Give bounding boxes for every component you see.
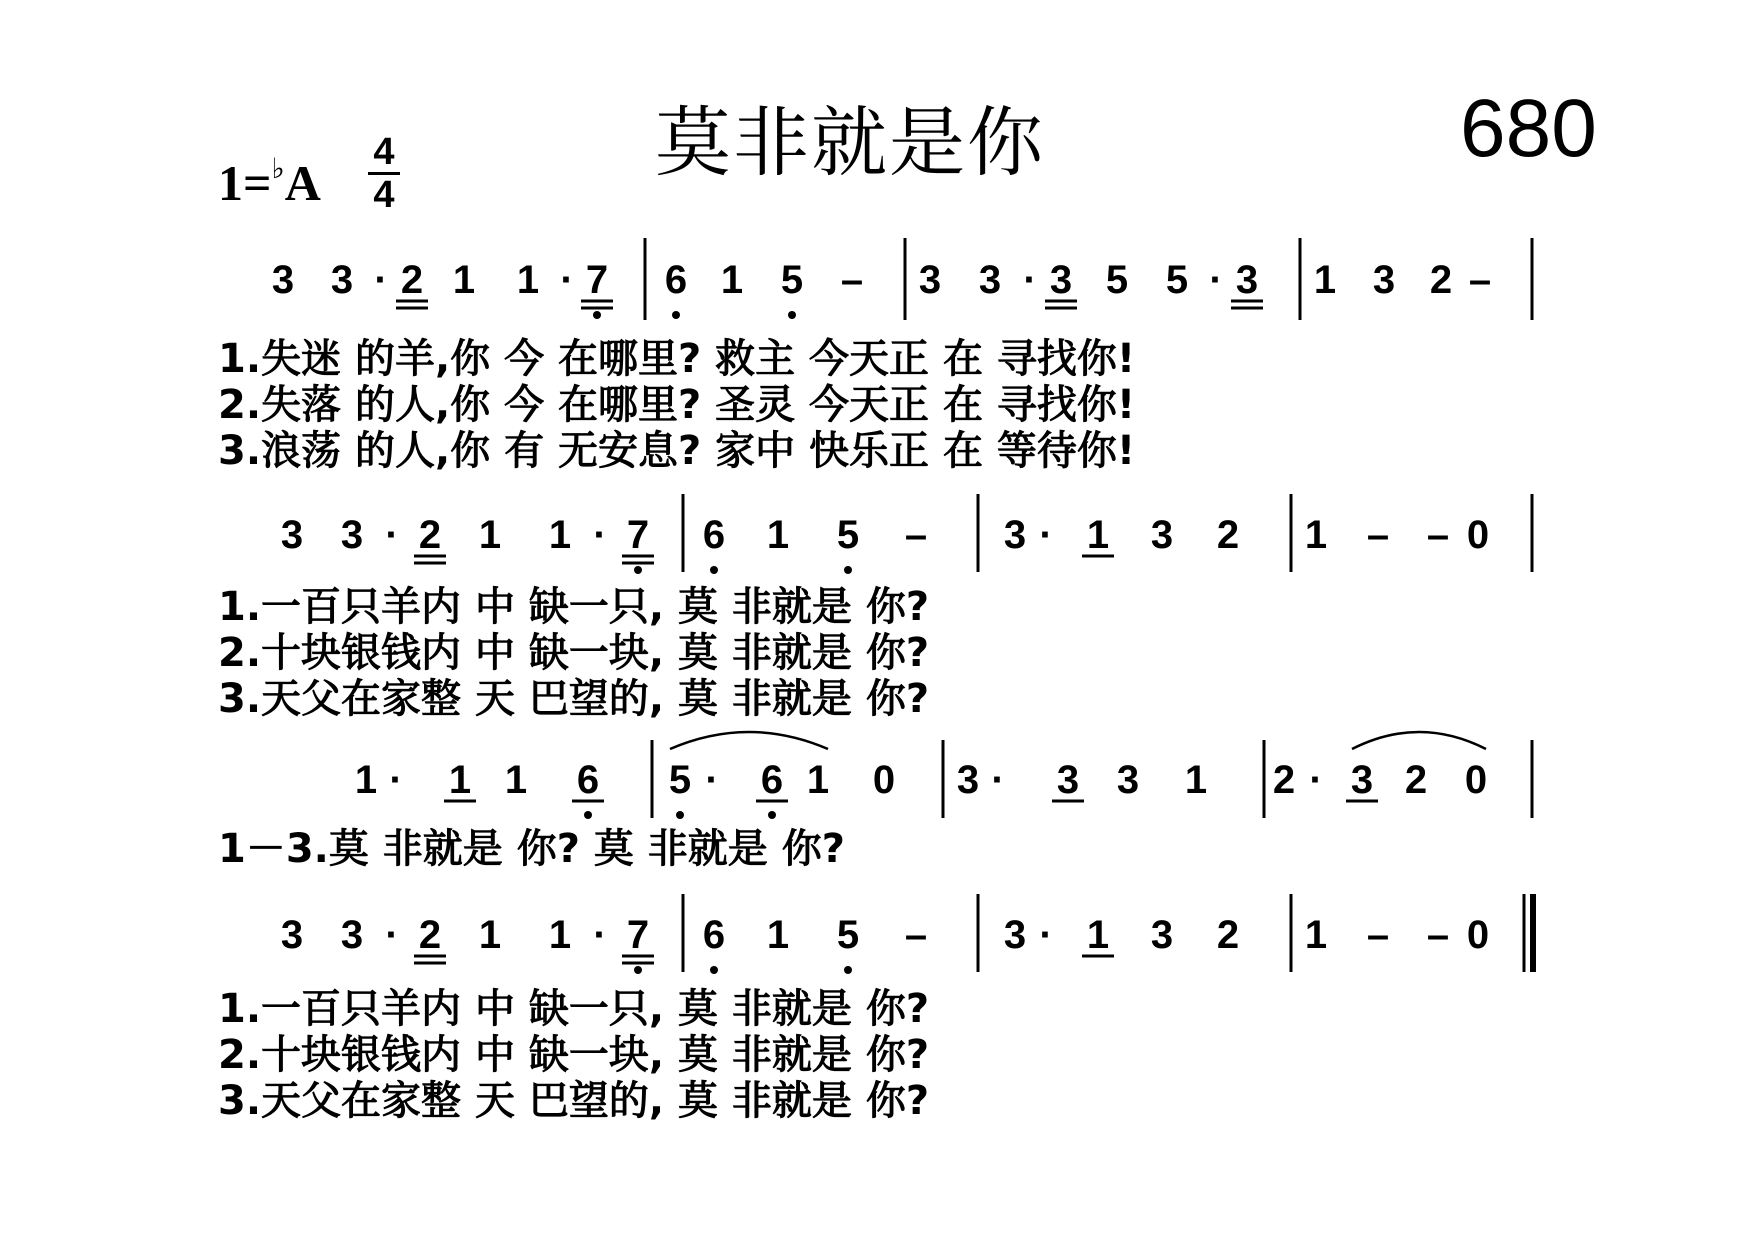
note-s4-19: – — [1366, 913, 1390, 957]
octave-dot-s2-2 — [710, 566, 718, 574]
key-prefix: 1= — [218, 155, 272, 211]
flat-sign: ♭ — [271, 154, 285, 185]
octave-dot-s4-1 — [634, 966, 642, 974]
note-s2-9: 6 — [702, 513, 726, 557]
note-s1-21: 1 — [1313, 258, 1337, 302]
song-title: 莫非就是你 — [655, 98, 1045, 187]
note-s1-9: 6 — [664, 258, 688, 302]
octave-dot-s4-2 — [710, 966, 718, 974]
octave-dot-s2-1 — [634, 566, 642, 574]
note-s1-7: · — [560, 258, 574, 302]
octave-dot-s2-3 — [844, 566, 852, 574]
note-s3-17: · — [1309, 758, 1323, 802]
note-s4-5: 1 — [478, 913, 502, 957]
note-s4-13: 3 — [1003, 913, 1027, 957]
lyric-line-s4-v1: 1.一百只羊内 中 缺一只, 莫 非就是 你? — [218, 986, 930, 1032]
note-s1-22: 3 — [1372, 258, 1396, 302]
note-s4-18: 1 — [1304, 913, 1328, 957]
note-s3-1: 1 — [354, 758, 378, 802]
note-s2-5: 1 — [478, 513, 502, 557]
note-s1-2: 3 — [330, 258, 354, 302]
note-s3-13: 3 — [1056, 758, 1080, 802]
note-s2-3: · — [385, 513, 399, 557]
note-s2-16: 3 — [1150, 513, 1174, 557]
note-s1-13: 3 — [918, 258, 942, 302]
note-s1-6: 1 — [516, 258, 540, 302]
note-s2-10: 1 — [766, 513, 790, 557]
note-s4-12: – — [904, 913, 928, 957]
note-s2-20: – — [1426, 513, 1450, 557]
note-s1-17: 5 — [1105, 258, 1129, 302]
note-s1-24: – — [1468, 258, 1492, 302]
octave-dot-s1-2 — [672, 311, 680, 319]
note-s3-11: 3 — [956, 758, 980, 802]
octave-dot-s3-2 — [676, 811, 684, 819]
note-s4-8: 7 — [626, 913, 650, 957]
lyric-line-s4-v2: 2.十块银钱内 中 缺一块, 莫 非就是 你? — [218, 1032, 930, 1078]
note-s4-17: 2 — [1216, 913, 1240, 957]
lyric-line-s2-v1: 1.一百只羊内 中 缺一只, 莫 非就是 你? — [218, 584, 930, 630]
octave-dot-s4-3 — [844, 966, 852, 974]
note-s1-19: · — [1209, 258, 1223, 302]
note-s4-16: 3 — [1150, 913, 1174, 957]
note-s2-11: 5 — [836, 513, 860, 557]
note-s2-19: – — [1366, 513, 1390, 557]
note-s1-10: 1 — [720, 258, 744, 302]
note-s2-1: 3 — [280, 513, 304, 557]
hymn-number: 680 — [1460, 83, 1597, 174]
note-s4-4: 2 — [418, 913, 442, 957]
note-s3-16: 2 — [1272, 758, 1296, 802]
note-s4-3: · — [385, 913, 399, 957]
note-s4-6: 1 — [548, 913, 572, 957]
note-s3-8: 6 — [760, 758, 784, 802]
note-s4-20: – — [1426, 913, 1450, 957]
note-s4-14: · — [1039, 913, 1053, 957]
note-s1-15: · — [1023, 258, 1037, 302]
lyric-line-s1-v2: 2.失落 的人,你 今 在哪里? 圣灵 今天正 在 寻找你! — [218, 382, 1136, 428]
note-s3-5: 6 — [576, 758, 600, 802]
note-s1-16: 3 — [1049, 258, 1073, 302]
note-s4-1: 3 — [280, 913, 304, 957]
note-s4-7: · — [593, 913, 607, 957]
note-s3-3: 1 — [448, 758, 472, 802]
note-s3-6: 5 — [668, 758, 692, 802]
note-s1-12: – — [840, 258, 864, 302]
note-s1-1: 3 — [271, 258, 295, 302]
note-s3-7: · — [705, 758, 719, 802]
note-s1-20: 3 — [1235, 258, 1259, 302]
note-s2-2: 3 — [340, 513, 364, 557]
lyric-line-s3-v1: 1－3.莫 非就是 你? 莫 非就是 你? — [218, 826, 845, 872]
note-s3-4: 1 — [504, 758, 528, 802]
note-s2-14: · — [1039, 513, 1053, 557]
note-s1-23: 2 — [1429, 258, 1453, 302]
note-s3-12: · — [991, 758, 1005, 802]
slur-s3-1 — [670, 732, 828, 749]
note-s2-6: 1 — [548, 513, 572, 557]
note-s1-3: · — [374, 258, 388, 302]
octave-dot-s1-1 — [593, 311, 601, 319]
lyric-line-s1-v3: 3.浪荡 的人,你 有 无安息? 家中 快乐正 在 等待你! — [218, 428, 1136, 474]
note-s2-4: 2 — [418, 513, 442, 557]
note-s3-20: 0 — [1464, 758, 1488, 802]
octave-dot-s1-3 — [788, 311, 796, 319]
lyric-line-s1-v1: 1.失迷 的羊,你 今 在哪里? 救主 今天正 在 寻找你! — [218, 336, 1136, 382]
note-s2-21: 0 — [1466, 513, 1490, 557]
note-s1-18: 5 — [1165, 258, 1189, 302]
note-s4-10: 1 — [766, 913, 790, 957]
note-s4-11: 5 — [836, 913, 860, 957]
note-s2-8: 7 — [626, 513, 650, 557]
note-s3-2: · — [389, 758, 403, 802]
note-s3-19: 2 — [1404, 758, 1428, 802]
note-s1-11: 5 — [780, 258, 804, 302]
note-s2-7: · — [593, 513, 607, 557]
note-s4-15: 1 — [1086, 913, 1110, 957]
lyric-line-s4-v3: 3.天父在家整 天 巴望的, 莫 非就是 你? — [218, 1078, 930, 1124]
note-s3-10: 0 — [872, 758, 896, 802]
note-s2-13: 3 — [1003, 513, 1027, 557]
note-s1-4: 2 — [400, 258, 424, 302]
note-s4-2: 3 — [340, 913, 364, 957]
time-signature-top: 4 — [373, 131, 395, 173]
note-s1-5: 1 — [452, 258, 476, 302]
note-s2-12: – — [904, 513, 928, 557]
note-s1-14: 3 — [978, 258, 1002, 302]
slur-s3-2 — [1352, 732, 1486, 749]
note-s2-17: 2 — [1216, 513, 1240, 557]
octave-dot-s3-1 — [584, 811, 592, 819]
lyric-line-s2-v3: 3.天父在家整 天 巴望的, 莫 非就是 你? — [218, 676, 930, 722]
note-s3-14: 3 — [1116, 758, 1140, 802]
note-s3-15: 1 — [1184, 758, 1208, 802]
note-s4-21: 0 — [1466, 913, 1490, 957]
octave-dot-s3-3 — [768, 811, 776, 819]
note-s2-15: 1 — [1086, 513, 1110, 557]
key-letter: A — [284, 155, 321, 211]
note-s3-18: 3 — [1350, 758, 1374, 802]
lyric-line-s2-v2: 2.十块银钱内 中 缺一块, 莫 非就是 你? — [218, 630, 930, 676]
note-s2-18: 1 — [1304, 513, 1328, 557]
time-signature-bottom: 4 — [373, 174, 395, 216]
note-s3-9: 1 — [806, 758, 830, 802]
note-s4-9: 6 — [702, 913, 726, 957]
note-s1-8: 7 — [585, 258, 609, 302]
